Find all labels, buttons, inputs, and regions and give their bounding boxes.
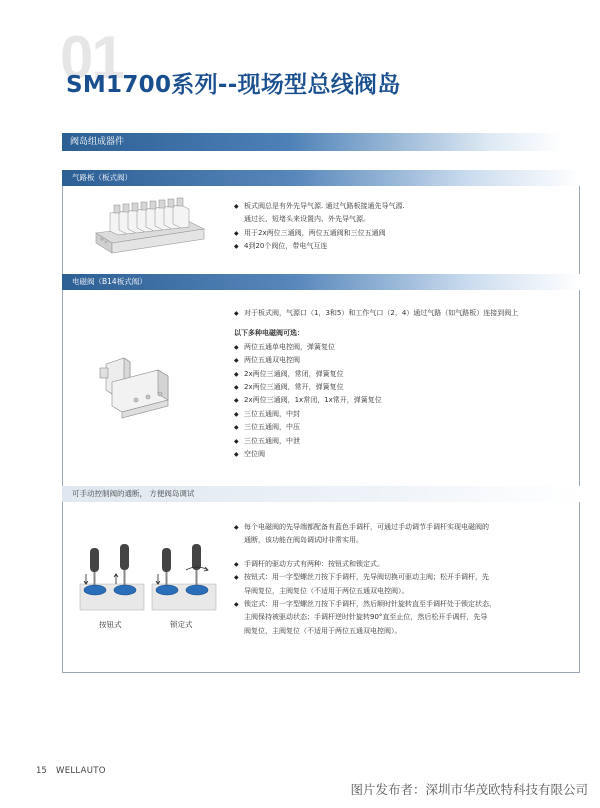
list-item: ◆ 2x两位三通阀，1x常闭，1x常开，弹簧复位 (234, 394, 518, 407)
solenoid-info-list (234, 307, 518, 461)
publisher-watermark: 图片发布者：深圳市华茂欧特科技有限公司 (350, 782, 588, 797)
list-item: ◆ 对于板式阀，气源口（1，3和5）和工作气口（2，4）通过气路（如气路板）连接到阀上 (234, 307, 518, 320)
solenoid-valve-image (96, 352, 176, 422)
list-item: ◆ 三位五通阀，中封 (234, 408, 518, 421)
list-item: ◆ 两位五通单电控阀，弹簧复位 (234, 341, 518, 354)
solenoid-section-bar: 电磁阀（B14板式阀） (62, 274, 580, 290)
manifold-section-bar: 气路板（板式阀） (62, 170, 580, 186)
list-item: ◆ 每个电磁阀的先导端都配备有蓝色手调杆，可通过手动调节手调杆实现电磁阀的 (234, 521, 496, 534)
list-item: ◆ 2x两位三通阀，常开，弹簧复位 (234, 381, 518, 394)
list-heading: 以下多种电磁阀可选： (234, 329, 304, 338)
list-item: ◆ 用于2x两位三通阀，两位五通阀和三位五通阀 (234, 227, 405, 240)
list-item: ◆ 板式阀总是有外先导气源. 通过气路板接通先导气源. (234, 200, 405, 213)
list-item: 通过长、短堵头来设置内、外先导气源。 (244, 215, 370, 224)
page-number: 15 (36, 766, 47, 776)
manifold-plate-image (92, 195, 207, 255)
manifold-bullet-list (234, 200, 405, 254)
lock-type-override-image (152, 540, 216, 610)
manual-info-list (234, 521, 496, 638)
push-type-caption: 按钮式 (99, 620, 122, 629)
footer-brand: WELLAUTO (56, 766, 106, 776)
lock-type-caption: 锁定式 (170, 620, 193, 629)
list-item: 主阀保持被驱动状态；手调杆逆时针旋转90°直至止位，然后松开手调杆，先导 (244, 613, 488, 622)
group-header: 阀岛组成器件 (62, 133, 562, 151)
section-number: 01 (60, 24, 123, 91)
list-item: ◆ 手调杆的驱动方式有两种：按钮式和锁定式。 (234, 558, 496, 571)
list-item: 阀复位，主阀复位（不适用于两位五通双电控阀）。 (244, 626, 402, 635)
list-item: ◆ 4到20个阀位，带电气互连 (234, 240, 405, 253)
push-type-override-image (80, 540, 144, 610)
list-item: ◆ 锁定式：用一字型螺丝刀按下手调杆，然后顺时针旋转直至手调杆处于锁定状态， (234, 598, 496, 611)
list-item: ◆ 空位阀 (234, 448, 518, 461)
list-item: 通断，该功能在阀岛调试时非常实用。 (244, 536, 363, 545)
list-item: ◆ 2x两位三通阀，常闭，弹簧复位 (234, 368, 518, 381)
list-item: ◆ 按钮式：用一字型螺丝刀按下手调杆，先导阀切换可驱动主阀；松开手调杆，先 (234, 571, 496, 584)
list-item: ◆ 三位五通阀，中泄 (234, 435, 518, 448)
list-item: ◆ 三位五通阀，中压 (234, 421, 518, 434)
list-item: ◆ 两位五通双电控阀 (234, 354, 518, 367)
page-title: SM1700系列--现场型总线阀岛 (66, 72, 401, 98)
list-item: 导阀复位，主阀复位（不适用于两位五通双电控阀）。 (244, 586, 409, 595)
manual-section-bar: 可手动控制阀的通断， 方便阀岛调试 (62, 486, 580, 502)
